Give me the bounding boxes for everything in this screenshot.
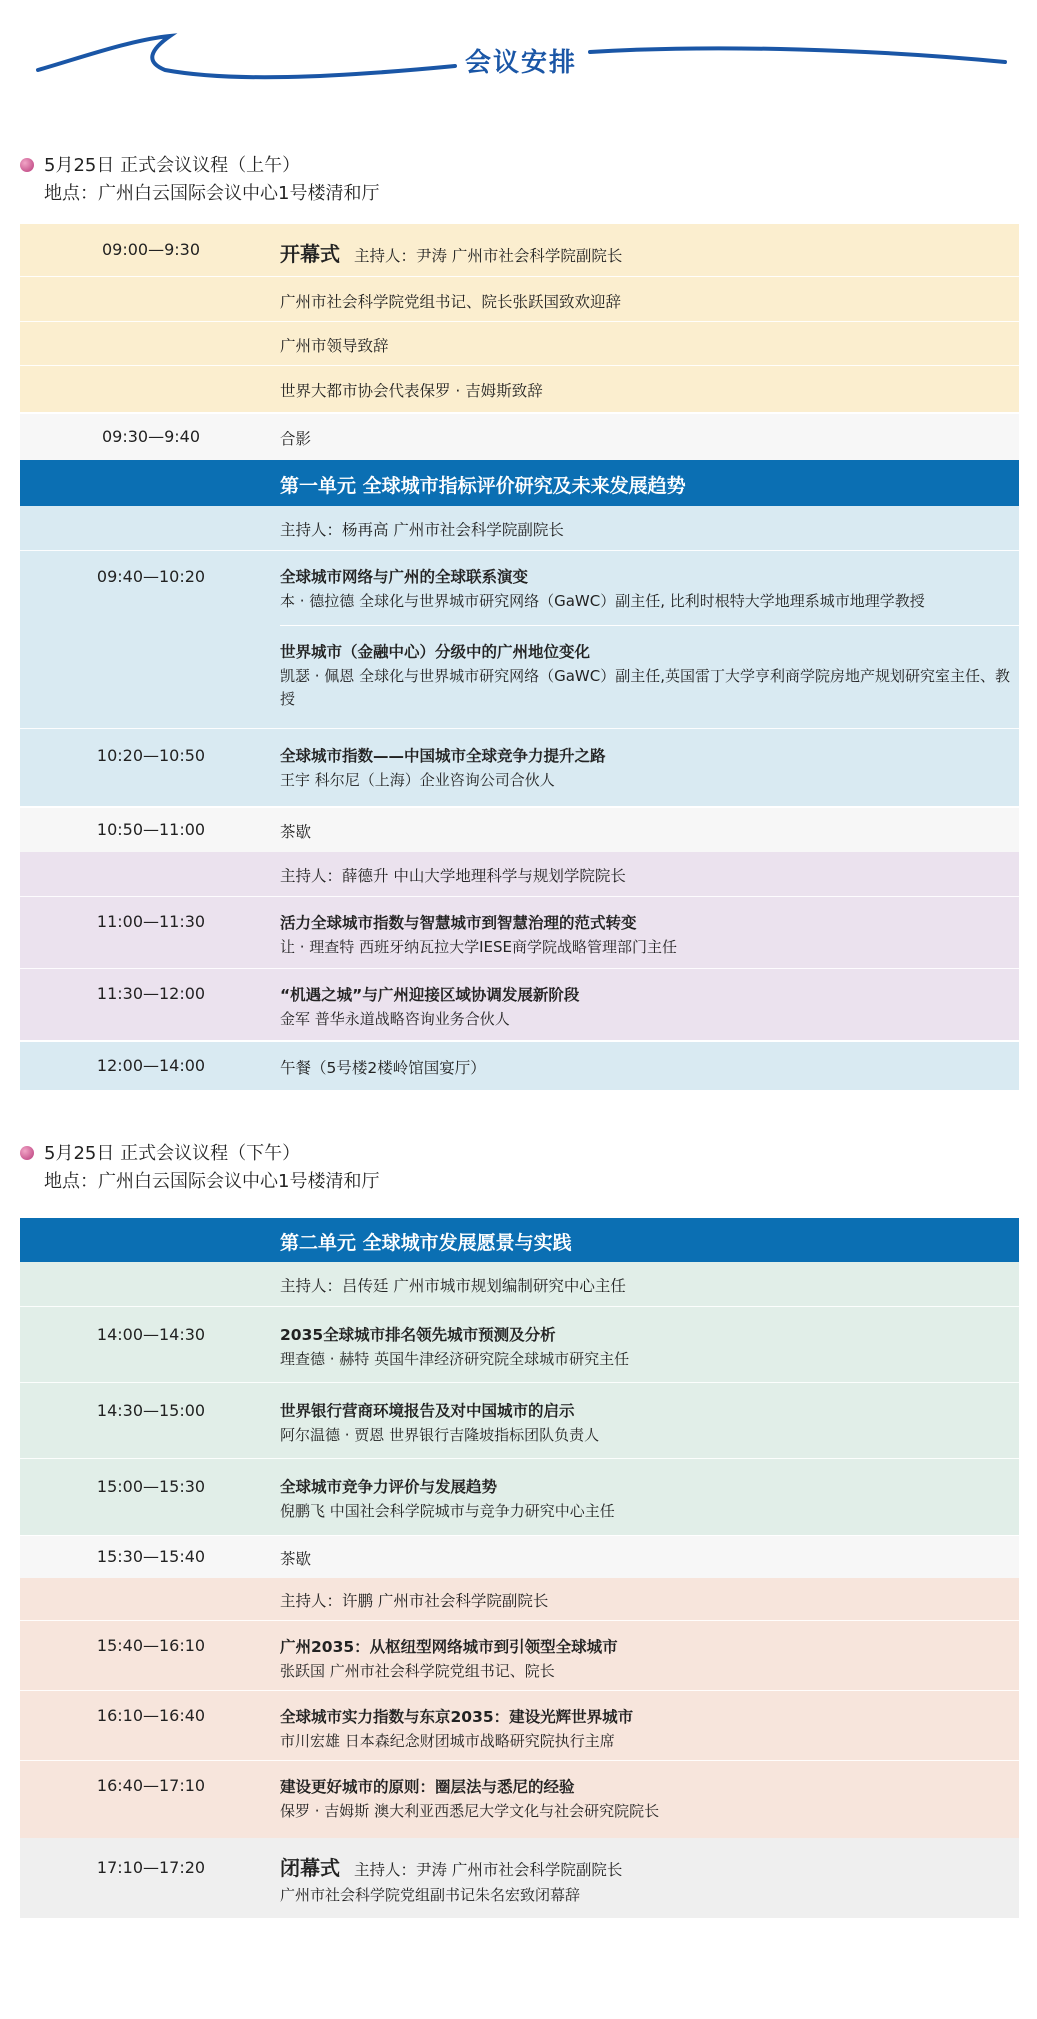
talk-title: 全球城市网络与广州的全球联系演变 xyxy=(280,568,529,586)
morning-date-line: 5月25日 正式会议议程（上午） xyxy=(44,155,301,176)
talk-speaker: 理查德 · 赫特 英国牛津经济研究院全球城市研究主任 xyxy=(280,1350,630,1368)
unit2-session1 xyxy=(20,1306,1019,1382)
unit1-session2-time: 10:20—10:50 xyxy=(96,746,206,765)
photo-label: 合影 xyxy=(280,430,312,448)
unit2-session1-time: 14:00—14:30 xyxy=(96,1325,206,1344)
talk-title: 2035全球城市排名领先城市预测及分析 xyxy=(280,1326,556,1344)
unit1-session1-time: 09:40—10:20 xyxy=(96,567,206,586)
opening-time: 09:00—9:30 xyxy=(101,240,201,259)
break1-time: 10:50—11:00 xyxy=(96,820,206,839)
break1-row xyxy=(20,808,1019,852)
unit1-header xyxy=(20,460,1019,506)
block2-session2-time: 11:30—12:00 xyxy=(96,984,206,1003)
unit2-title: 第二单元 全球城市发展愿景与实践 xyxy=(280,1232,572,1254)
block2-host-row xyxy=(20,852,1019,896)
unit1-host-row xyxy=(20,506,1019,550)
talk-speaker: 王宇 科尔尼（上海）企业咨询公司合伙人 xyxy=(280,771,555,789)
unit2-session3-time: 15:00—15:30 xyxy=(96,1477,206,1496)
talk-speaker: 阿尔温德 · 贾恩 世界银行吉隆坡指标团队负责人 xyxy=(280,1426,600,1444)
closing-title: 闭幕式 xyxy=(280,1856,340,1880)
lunch-label: 午餐（5号楼2楼岭馆国宴厅） xyxy=(280,1059,486,1077)
unit1-session2 xyxy=(20,728,1019,806)
unit2-session2-time: 14:30—15:00 xyxy=(96,1401,206,1420)
lunch-time: 12:00—14:00 xyxy=(96,1056,206,1075)
talk-title: “机遇之城”与广州迎接区域协调发展新阶段 xyxy=(280,986,580,1004)
block4-session2-time: 16:10—16:40 xyxy=(96,1706,206,1725)
break2-time: 15:30—15:40 xyxy=(96,1547,206,1566)
opening-host: 主持人：尹涛 广州市社会科学院副院长 xyxy=(354,247,623,265)
talk-speaker: 保罗 · 吉姆斯 澳大利亚西悉尼大学文化与社会研究院院长 xyxy=(280,1802,660,1820)
block2-session1-time: 11:00—11:30 xyxy=(96,912,206,931)
morning-venue-line: 地点：广州白云国际会议中心1号楼清和厅 xyxy=(44,183,380,204)
unit2-session3 xyxy=(20,1458,1019,1535)
block4-session3-time: 16:40—17:10 xyxy=(96,1776,206,1795)
unit1-talk2 xyxy=(20,626,1019,726)
block4-session2 xyxy=(20,1690,1019,1760)
break1-label: 茶歇 xyxy=(280,823,312,841)
talk-speaker: 张跃国 广州市社会科学院党组书记、院长 xyxy=(280,1662,555,1680)
opening-item xyxy=(20,276,1019,321)
opening-row xyxy=(20,224,1019,276)
block2-session2 xyxy=(20,968,1019,1040)
bullet-dot-icon xyxy=(20,1146,34,1160)
closing-item: 广州市社会科学院党组副书记朱名宏致闭幕辞 xyxy=(280,1886,581,1904)
talk-title: 全球城市竞争力评价与发展趋势 xyxy=(280,1478,498,1496)
photo-row xyxy=(20,414,1019,460)
unit2-session2 xyxy=(20,1382,1019,1458)
block4-session1 xyxy=(20,1620,1019,1690)
talk-title: 广州2035：从枢纽型网络城市到引领型全球城市 xyxy=(280,1638,618,1656)
break2-label: 茶歇 xyxy=(280,1550,312,1568)
talk-title: 全球城市指数——中国城市全球竞争力提升之路 xyxy=(280,747,606,765)
unit2-header xyxy=(20,1218,1019,1262)
block2-host: 主持人：薛德升 中山大学地理科学与规划学院院长 xyxy=(280,867,626,885)
afternoon-date-line: 5月25日 正式会议议程（下午） xyxy=(44,1143,301,1164)
talk-title: 世界城市（金融中心）分级中的广州地位变化 xyxy=(280,643,591,661)
block4-session1-time: 15:40—16:10 xyxy=(96,1636,206,1655)
talk-speaker: 倪鹏飞 中国社会科学院城市与竞争力研究中心主任 xyxy=(280,1502,615,1520)
talk-title: 活力全球城市指数与智慧城市到智慧治理的范式转变 xyxy=(280,914,637,932)
talk-title: 世界银行营商环境报告及对中国城市的启示 xyxy=(280,1402,575,1420)
opening-item-text: 广州市社会科学院党组书记、院长张跃国致欢迎辞 xyxy=(280,293,622,311)
block4-host-row xyxy=(20,1578,1019,1620)
opening-item-text: 世界大都市协会代表保罗 · 吉姆斯致辞 xyxy=(280,382,543,400)
opening-item xyxy=(20,365,1019,412)
talk-speaker: 市川宏雄 日本森纪念财团城市战略研究院执行主席 xyxy=(280,1732,615,1750)
closing-host: 主持人：尹涛 广州市社会科学院副院长 xyxy=(354,1861,623,1879)
talk-speaker: 本 · 德拉德 全球化与世界城市研究网络（GaWC）副主任, 比利时根特大学地理系城市地理学教授 xyxy=(280,592,925,610)
closing-time: 17:10—17:20 xyxy=(96,1858,206,1877)
unit2-host: 主持人：吕传廷 广州市城市规划编制研究中心主任 xyxy=(280,1277,626,1295)
unit1-title: 第一单元 全球城市指标评价研究及未来发展趋势 xyxy=(280,475,686,497)
talk-speaker: 金军 普华永道战略咨询业务合伙人 xyxy=(280,1010,510,1028)
talk-title: 建设更好城市的原则：圈层法与悉尼的经验 xyxy=(280,1778,575,1796)
closing-row xyxy=(20,1838,1019,1918)
talk-speaker: 让 · 理查特 西班牙纳瓦拉大学IESE商学院战略管理部门主任 xyxy=(280,938,677,956)
block2-session1 xyxy=(20,896,1019,968)
bullet-dot-icon xyxy=(20,158,34,172)
talk-title: 全球城市实力指数与东京2035：建设光辉世界城市 xyxy=(280,1708,634,1726)
talk-speaker: 凯瑟 · 佩恩 全球化与世界城市研究网络（GaWC）副主任,英国雷丁大学亨利商学院房地产规划研究室主任、教授 xyxy=(280,667,1010,708)
break2-row xyxy=(20,1536,1019,1578)
block4-host: 主持人：许鹏 广州市社会科学院副院长 xyxy=(280,1592,549,1610)
opening-item xyxy=(20,321,1019,365)
photo-time: 09:30—9:40 xyxy=(101,427,201,446)
page-title: 会议安排 xyxy=(465,48,578,78)
unit2-host-row xyxy=(20,1262,1019,1306)
afternoon-venue-line: 地点：广州白云国际会议中心1号楼清和厅 xyxy=(44,1171,380,1192)
opening-title: 开幕式 xyxy=(280,242,340,266)
block4-session3 xyxy=(20,1760,1019,1838)
lunch-row xyxy=(20,1042,1019,1090)
opening-item-text: 广州市领导致辞 xyxy=(280,337,389,355)
unit1-host: 主持人：杨再高 广州市社会科学院副院长 xyxy=(280,521,564,539)
